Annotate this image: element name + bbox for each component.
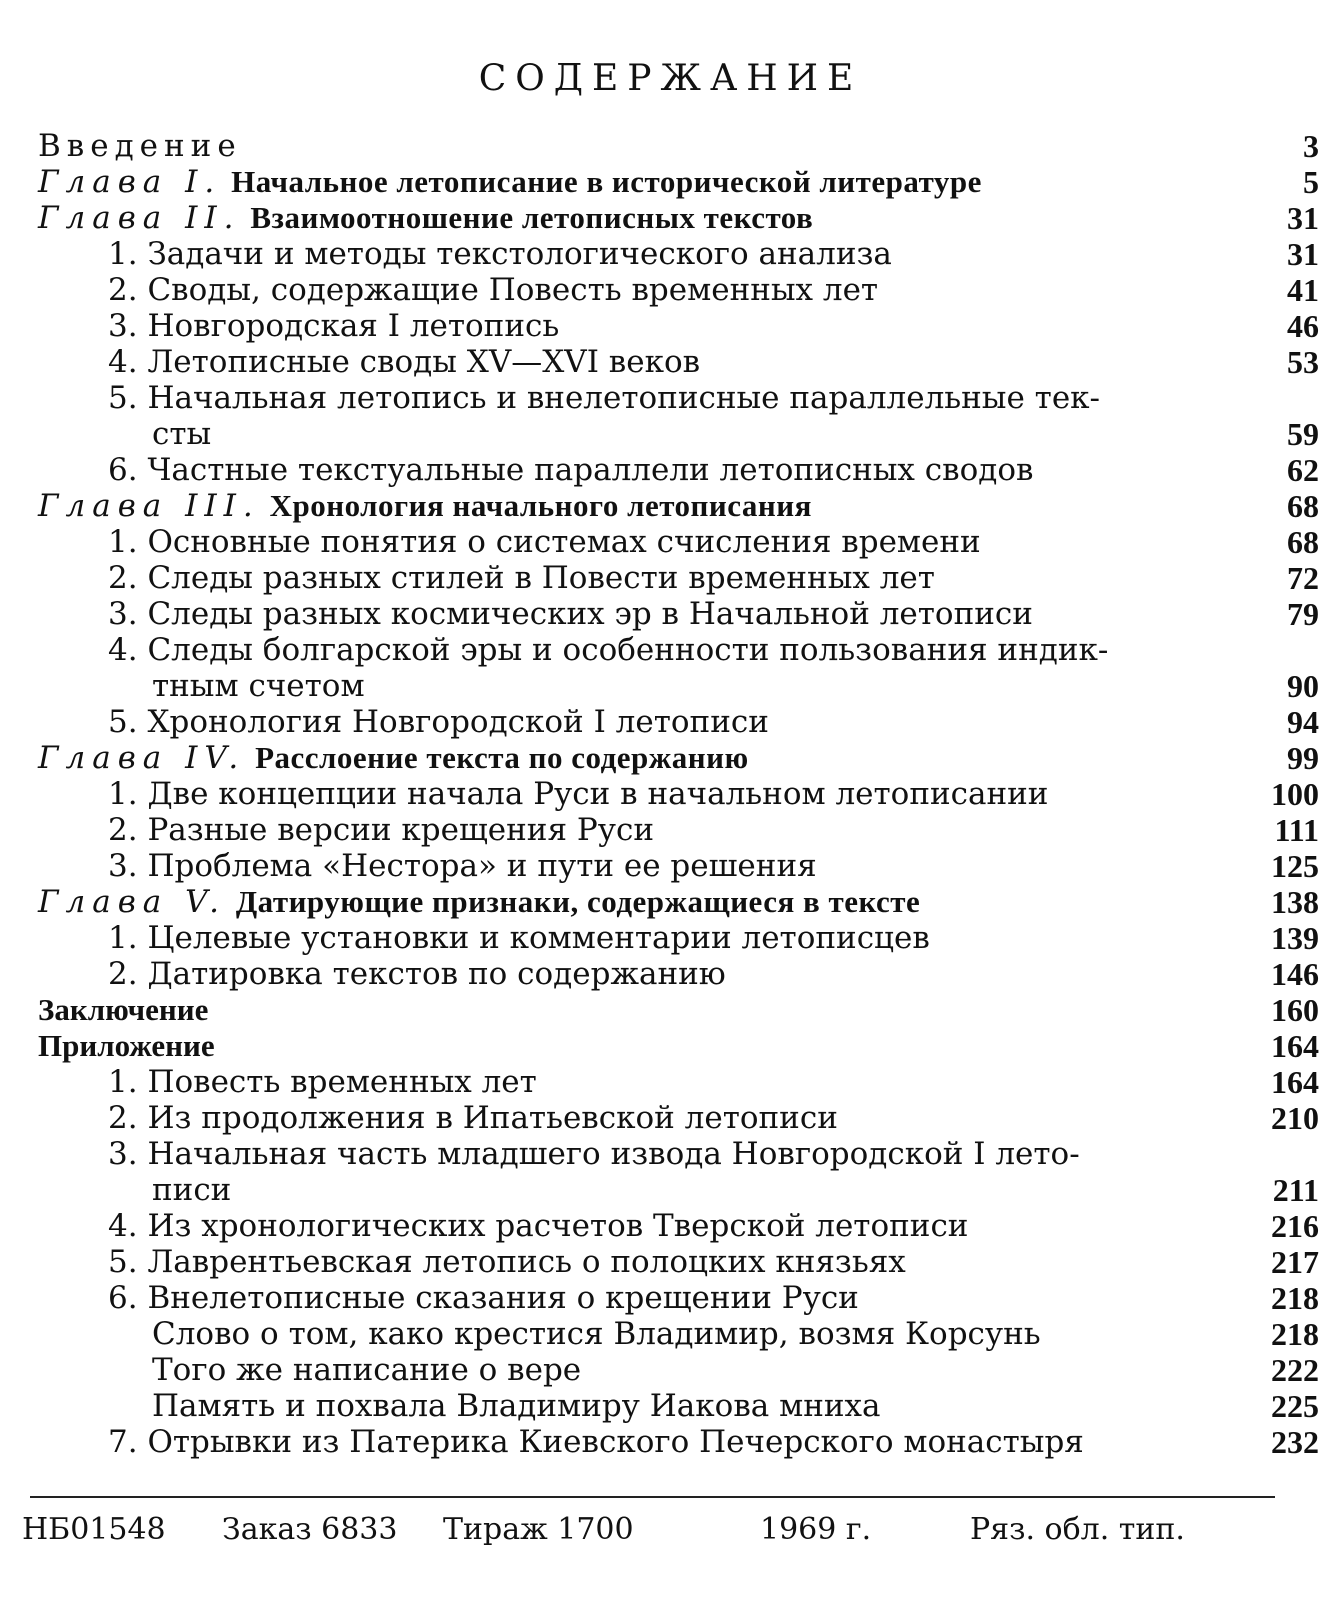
section-number: 3. (108, 596, 138, 632)
toc-section[interactable] (0, 1280, 1341, 1316)
page-number: 111 (1274, 812, 1319, 848)
page-number: 53 (1287, 344, 1319, 380)
section-label: Начальная часть младшего извода Новгородской I лето- (147, 1136, 1080, 1172)
toc-section[interactable] (0, 704, 1341, 740)
page-number: 225 (1271, 1388, 1319, 1424)
table-of-contents (0, 128, 1341, 1460)
toc-chapter-3[interactable] (0, 488, 1341, 524)
toc-section[interactable] (0, 1424, 1341, 1460)
section-number: 1. (108, 920, 138, 956)
chapter-word: Глава II. (38, 200, 241, 236)
section-number: 5. (108, 1244, 138, 1280)
section-number: 3. (108, 1136, 138, 1172)
section-label: Повесть временных лет (147, 1064, 537, 1100)
toc-section[interactable] (0, 1064, 1341, 1100)
toc-section-continued[interactable] (0, 416, 1341, 452)
section-label: Целевые установки и комментарии летописцев (147, 920, 930, 956)
page-number: 211 (1272, 1172, 1319, 1208)
page-number: 62 (1287, 452, 1319, 488)
section-number: 2. (108, 272, 138, 308)
page-number: 216 (1271, 1208, 1319, 1244)
section-label: Лаврентьевская летопись о полоцких князьях (147, 1244, 906, 1280)
section-label: Следы разных космических эр в Начальной летописи (147, 596, 1033, 632)
page-number: 3 (1303, 128, 1319, 164)
page-number: 218 (1271, 1316, 1319, 1352)
page-number: 138 (1271, 884, 1319, 920)
page-number: 5 (1303, 164, 1319, 200)
section-number: 2. (108, 812, 138, 848)
imprint-code: НБ01548 (22, 1512, 166, 1547)
section-number: 1. (108, 1064, 138, 1100)
section-number: 4. (108, 344, 138, 380)
imprint-printer: Ряз. обл. тип. (970, 1512, 1185, 1547)
page-number: 218 (1271, 1280, 1319, 1316)
toc-subsection[interactable] (0, 1388, 1341, 1424)
toc-subsection[interactable] (0, 1316, 1341, 1352)
page-number: 90 (1287, 668, 1319, 704)
section-label: Начальная летопись и внелетописные параллельные тек- (147, 380, 1101, 416)
section-label: Следы болгарской эры и особенности пользования индик- (147, 632, 1109, 668)
page-number: 210 (1271, 1100, 1319, 1136)
section-label-continued: писи (152, 1172, 232, 1208)
section-label: Частные текстуальные параллели летописных сводов (147, 452, 1034, 488)
section-number: 5. (108, 704, 138, 740)
subsection-label: Того же написание о вере (152, 1352, 582, 1388)
toc-subsection[interactable] (0, 1352, 1341, 1388)
toc-section[interactable] (0, 452, 1341, 488)
chapter-word: Глава I. (38, 164, 222, 200)
toc-section[interactable] (0, 272, 1341, 308)
chapter-word: Глава III. (38, 488, 260, 524)
page-number: 217 (1271, 1244, 1319, 1280)
subsection-label: Слово о том, како крестися Владимир, возмя Корсунь (152, 1316, 1041, 1352)
toc-section[interactable] (0, 1208, 1341, 1244)
imprint-year: 1969 г. (760, 1512, 872, 1547)
page-number: 41 (1287, 272, 1319, 308)
toc-section-continued[interactable] (0, 668, 1341, 704)
toc-chapter-2[interactable] (0, 200, 1341, 236)
section-number: 1. (108, 236, 138, 272)
toc-section[interactable] (0, 956, 1341, 992)
toc-section[interactable] (0, 632, 1341, 668)
imprint-run: Тираж 1700 (443, 1512, 634, 1547)
toc-section[interactable] (0, 236, 1341, 272)
page-number: 164 (1271, 1064, 1319, 1100)
toc-section[interactable] (0, 596, 1341, 632)
page-number: 31 (1287, 200, 1319, 236)
section-label: Две концепции начала Руси в начальном летописании (147, 776, 1049, 812)
page-number: 160 (1271, 992, 1319, 1028)
toc-section[interactable] (0, 380, 1341, 416)
page-number: 146 (1271, 956, 1319, 992)
toc-section[interactable] (0, 776, 1341, 812)
section-number: 2. (108, 956, 138, 992)
toc-section[interactable] (0, 308, 1341, 344)
section-number: 3. (108, 848, 138, 884)
chapter-title: Начальное летописание в исторической литературе (231, 164, 982, 199)
section-label: Из хронологических расчетов Тверской летописи (147, 1208, 969, 1244)
page-number: 31 (1287, 236, 1319, 272)
page-number: 100 (1271, 776, 1319, 812)
toc-section[interactable] (0, 848, 1341, 884)
section-number: 2. (108, 1100, 138, 1136)
page-title: СОДЕРЖАНИЕ (478, 58, 863, 99)
page-number: 125 (1271, 848, 1319, 884)
imprint-footer (0, 1510, 1341, 1550)
page-number: 99 (1287, 740, 1319, 776)
section-number: 2. (108, 560, 138, 596)
toc-chapter-1[interactable] (0, 164, 1341, 200)
section-label: Отрывки из Патерика Киевского Печерского монастыря (147, 1424, 1084, 1460)
section-number: 5. (108, 380, 138, 416)
subsection-label: Память и похвала Владимиру Иакова мниха (152, 1388, 881, 1424)
section-label: Хронология Новгородской I летописи (147, 704, 769, 740)
section-label: Из продолжения в Ипатьевской летописи (147, 1100, 838, 1136)
entry-label: Введение (38, 128, 242, 164)
page-number: 68 (1287, 488, 1319, 524)
section-number: 4. (108, 632, 138, 668)
page-number: 139 (1271, 920, 1319, 956)
page-number: 222 (1271, 1352, 1319, 1388)
section-number: 4. (108, 1208, 138, 1244)
section-label: Внелетописные сказания о крещении Руси (147, 1280, 859, 1316)
chapter-word: Глава IV. (38, 740, 246, 776)
toc-section-continued[interactable] (0, 1172, 1341, 1208)
page-number: 79 (1287, 596, 1319, 632)
toc-section[interactable] (0, 344, 1341, 380)
footer-divider (30, 1496, 1275, 1498)
section-number: 6. (108, 1280, 138, 1316)
section-number: 6. (108, 452, 138, 488)
page-number: 72 (1287, 560, 1319, 596)
toc-section[interactable] (0, 1100, 1341, 1136)
section-label: Проблема «Нестора» и пути ее решения (147, 848, 817, 884)
page-number: 164 (1271, 1028, 1319, 1064)
section-label: Летописные своды XV—XVI веков (147, 344, 701, 380)
page-number: 94 (1287, 704, 1319, 740)
chapter-title: Расслоение текста по содержанию (255, 740, 749, 775)
toc-section[interactable] (0, 920, 1341, 956)
section-number: 7. (108, 1424, 138, 1460)
section-number: 1. (108, 776, 138, 812)
chapter-title: Датирующие признаки, содержащиеся в тексте (235, 884, 921, 919)
toc-chapter-5[interactable] (0, 884, 1341, 920)
entry-label: Заключение (38, 992, 209, 1027)
page-number: 46 (1287, 308, 1319, 344)
toc-chapter-4[interactable] (0, 740, 1341, 776)
section-label: Разные версии крещения Руси (147, 812, 654, 848)
section-label: Следы разных стилей в Повести временных лет (147, 560, 935, 596)
section-label: Новгородская I летопись (147, 308, 560, 344)
toc-section[interactable] (0, 1244, 1341, 1280)
section-label-continued: тным счетом (152, 668, 365, 704)
toc-section[interactable] (0, 560, 1341, 596)
toc-section[interactable] (0, 812, 1341, 848)
page-number: 59 (1287, 416, 1319, 452)
section-number: 1. (108, 524, 138, 560)
chapter-word: Глава V. (38, 884, 226, 920)
chapter-title: Взаимоотношение летописных текстов (250, 200, 814, 235)
section-label: Своды, содержащие Повесть временных лет (147, 272, 879, 308)
toc-conclusion[interactable] (0, 992, 1341, 1028)
toc-introduction[interactable] (0, 128, 1341, 164)
toc-appendix[interactable] (0, 1028, 1341, 1064)
section-label-continued: сты (152, 416, 212, 452)
imprint-order: Заказ 6833 (222, 1512, 398, 1547)
entry-label: Приложение (38, 1028, 215, 1063)
section-label: Основные понятия о системах счисления времени (147, 524, 981, 560)
page-number: 232 (1271, 1424, 1319, 1460)
section-number: 3. (108, 308, 138, 344)
section-label: Задачи и методы текстологического анализа (147, 236, 892, 272)
page-number: 68 (1287, 524, 1319, 560)
toc-section[interactable] (0, 1136, 1341, 1172)
section-label: Датировка текстов по содержанию (147, 956, 726, 992)
toc-section[interactable] (0, 524, 1341, 560)
chapter-title: Хронология начального летописания (269, 488, 812, 523)
